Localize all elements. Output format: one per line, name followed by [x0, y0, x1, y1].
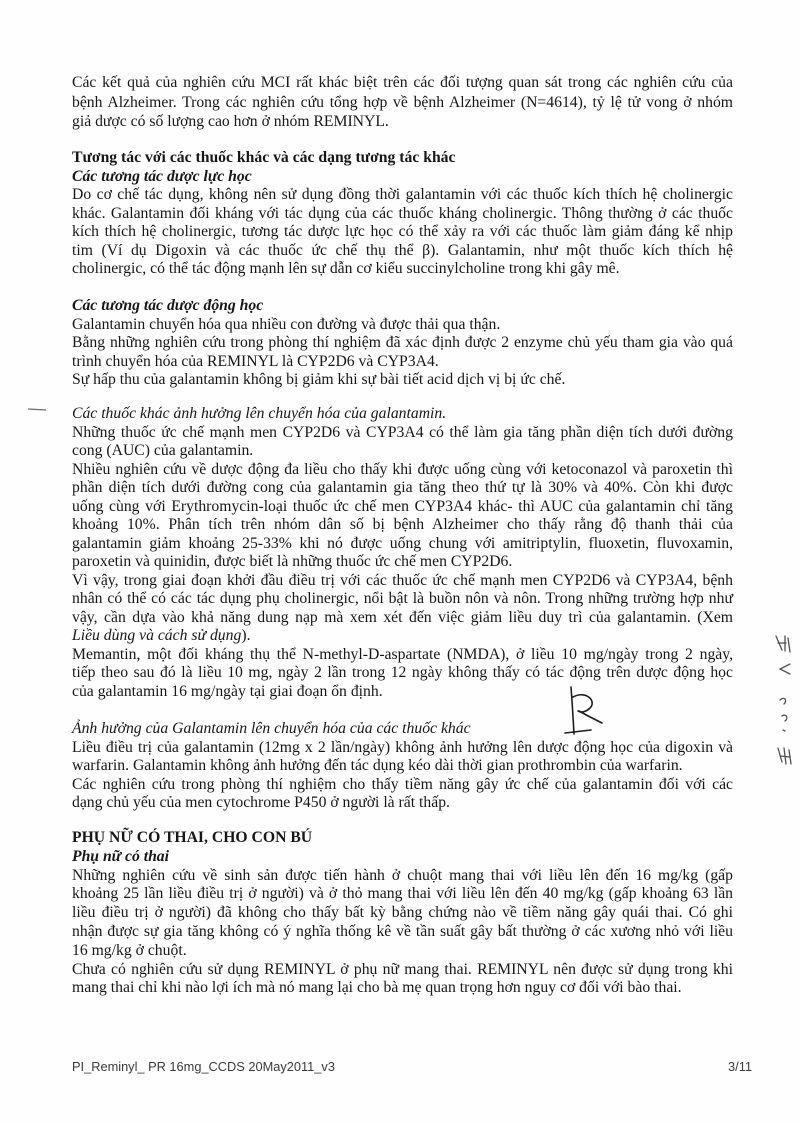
- text-line: Liều điều trị của galantamin (12mg x 2 lần/ngày) không ảnh hưởng lên dược động học của digoxin và: [72, 738, 733, 756]
- text-line: Do cơ chế tác dụng, không nên sử dụng đồng thời galantamin với các thuốc kích thích hệ cholinergic: [72, 186, 733, 203]
- text-line: bệnh Alzheimer. Trong các nghiên cứu tổng hợp về bệnh Alzheimer (N=4614), tỷ lệ tử vong ở nhóm: [72, 93, 733, 111]
- text-line: Chưa có nghiên cứu sử dụng REMINYL ở phụ nữ mang thai. REMINYL nên được sử dụng trong khi: [72, 960, 733, 978]
- page-number: 3/11: [728, 1059, 752, 1074]
- text-line: vậy, cần dựa vào khả năng dung nạp mà xem xét đến việc giảm liều duy trì của galantamin. (Xem: [72, 608, 733, 626]
- cross-reference-close: ).: [241, 627, 251, 644]
- subsection-title: Các tương tác dược động học: [72, 297, 264, 314]
- text-line: Các kết quả của nghiên cứu MCI rất khác biệt trên các đối tượng quan sát trong các nghiên cứu của: [72, 74, 733, 91]
- text-line: khoảng 25 lần liều điều trị ở người) và ở thỏ mang thai với liều lên đến 40 mg/kg (gấp khoảng 63 lần: [72, 885, 733, 903]
- scan-mark-left: [26, 404, 50, 414]
- text-line: phần diện tích dưới đường cong của galantamin gia tăng theo thứ tự là 30% và 40%. Còn khi được: [72, 479, 733, 496]
- text-line: kích thích hệ cholinergic, tương tác dược lực học có thể xảy ra với các thuốc làm giảm đáng kể nhịp: [72, 223, 733, 240]
- other-drugs-section: [72, 405, 733, 701]
- stamp-fragment-right: [766, 630, 796, 780]
- text-line: Những thuốc ức chế mạnh men CYP2D6 và CYP3A4 có thể làm gia tăng phần diện tích dưới đường: [72, 423, 733, 441]
- text-line: Nhiều nghiên cứu về dược động đa liều cho thấy khi được uống cùng với ketoconazol và paroxetin thì: [72, 460, 733, 478]
- pharmacokinetic-section: [72, 297, 733, 390]
- text-line: mang thai chỉ khi nào lợi ích mà nó mang lại cho bà mẹ quan trọng hơn nguy cơ đối với bào thai.: [72, 979, 682, 997]
- text-line: dạng chủ yếu của men cytochrome P450 ở người là rất thấp.: [72, 794, 450, 811]
- subsection-title: Phụ nữ có thai: [72, 847, 170, 865]
- text-line: Memantin, một đối kháng thụ thể N-methyl-D-aspartate (NMDA), ở liều 10 mg/ngày trong 2 ngày,: [72, 645, 733, 663]
- text-line: Những nghiên cứu về sinh sản được tiến hành ở chuột mang thai với liều lên đến 16 mg/kg (gấp: [72, 866, 733, 884]
- page-footer: [72, 1059, 752, 1077]
- subsection-title: Các thuốc khác ảnh hưởng lên chuyển hóa của galantamin.: [72, 405, 447, 422]
- text-line: khác. Galantamin đối kháng với tác dụng của các thuốc kháng cholinergic. Thông thường ở các thuốc: [72, 204, 733, 222]
- intro-paragraph: [72, 73, 733, 132]
- text-line: warfarin. Galantamin không ảnh hưởng đến tác dụng kéo dài thời gian prothrombin của warfarin.: [72, 757, 683, 774]
- text-line: tim (Ví dụ Digoxin và các thuốc ức chế thụ thể β). Galantamin, như một thuốc kích thích hệ: [72, 241, 733, 259]
- subsection-title: Ảnh hưởng của Galantamin lên chuyển hóa của các thuốc khác: [72, 720, 471, 737]
- text-line: của galantamin 16 mg/ngày tại giai đoạn ổn định.: [72, 682, 383, 700]
- text-line: [72, 627, 733, 646]
- text-line: giả dược có số lượng cao hơn ở nhóm REMINYL.: [72, 113, 389, 131]
- text-line: Các nghiên cứu trong phòng thí nghiệm cho thấy tiềm năng gây ức chế của galantamin đối với các: [72, 775, 733, 793]
- text-line: tiếp theo sau đó là liều 10 mg, ngày 2 lần trong 12 ngày không thấy có tác động trên dược động học: [72, 664, 733, 681]
- text-line: Galantamin chuyển hóa qua nhiều con đường và được thải qua thận.: [72, 315, 501, 333]
- cross-reference: Liều dùng và cách sử dụng: [72, 627, 242, 644]
- pregnancy-section: [72, 829, 733, 998]
- text-line: liều điều trị ở người) đã không cho thấy bất kỳ bằng chứng nào về tiềm năng gây quái thai. Có ghi: [72, 904, 733, 922]
- text-line: nhận được sự gia tăng không có ý nghĩa thống kê về tần suất gây bất thường ở các xương nhỏ với liều: [72, 922, 733, 940]
- interactions-section: [72, 149, 733, 279]
- galantamin-effect-section: [72, 720, 733, 813]
- text-line: Sự hấp thu của galantamin không bị giảm khi sự bài tiết acid dịch vị bị ức chế.: [72, 371, 566, 388]
- text-line: Vì vậy, trong giai đoạn khởi đầu điều trị với các thuốc ức chế mạnh men CYP2D6 và CYP3A4, bệnh: [72, 571, 733, 589]
- text-line: cholinergic, có thể tác động mạnh lên sự dẫn cơ kiểu succinylcholine trong khi gây mê.: [72, 260, 620, 277]
- text-line: galantamin giảm khoảng 25-33% khi nó được uống chung với amitriptylin, fluoxetin, fluvoxamin,: [72, 534, 733, 552]
- text-line: 16 mg/kg ở chuột.: [72, 941, 187, 959]
- subsection-title: Các tương tác dược lực học: [72, 167, 252, 185]
- text-line: trình chuyển hóa của REMINYL là CYP2D6 và CYP3A4.: [72, 352, 439, 370]
- footer-doc-id: PI_Reminyl_ PR 16mg_CCDS 20May2011_v3: [72, 1059, 335, 1074]
- text-line: nhân có thể có các tác dụng phụ cholinergic, nổi bật là buồn nôn và nôn. Trong những trường hợp như: [72, 590, 733, 607]
- text-line: paroxetin và quinidin, được biết là những thuốc ức chế men CYP2D6.: [72, 553, 513, 570]
- text-line: khoảng 10%. Phân tích trên nhóm dân số bị bệnh Alzheimer cho thấy rằng độ thanh thải của: [72, 516, 733, 533]
- section-heading: PHỤ NỮ CÓ THAI, CHO CON BÚ: [72, 829, 313, 846]
- text-line: Bằng những nghiên cứu trong phòng thí nghiệm đã xác định được 2 enzyme chủ yếu tham gia vào quá: [72, 334, 733, 351]
- text-line: cong (AUC) của galantamin.: [72, 442, 254, 459]
- text-line: uống cùng với Erythromycin-loại thuốc ức chế men CYP3A4 khác- thì AUC của galantamin chỉ tăng: [72, 497, 733, 515]
- section-heading: Tương tác với các thuốc khác và các dạng tương tác khác: [72, 149, 456, 166]
- signature-mark: [555, 680, 615, 742]
